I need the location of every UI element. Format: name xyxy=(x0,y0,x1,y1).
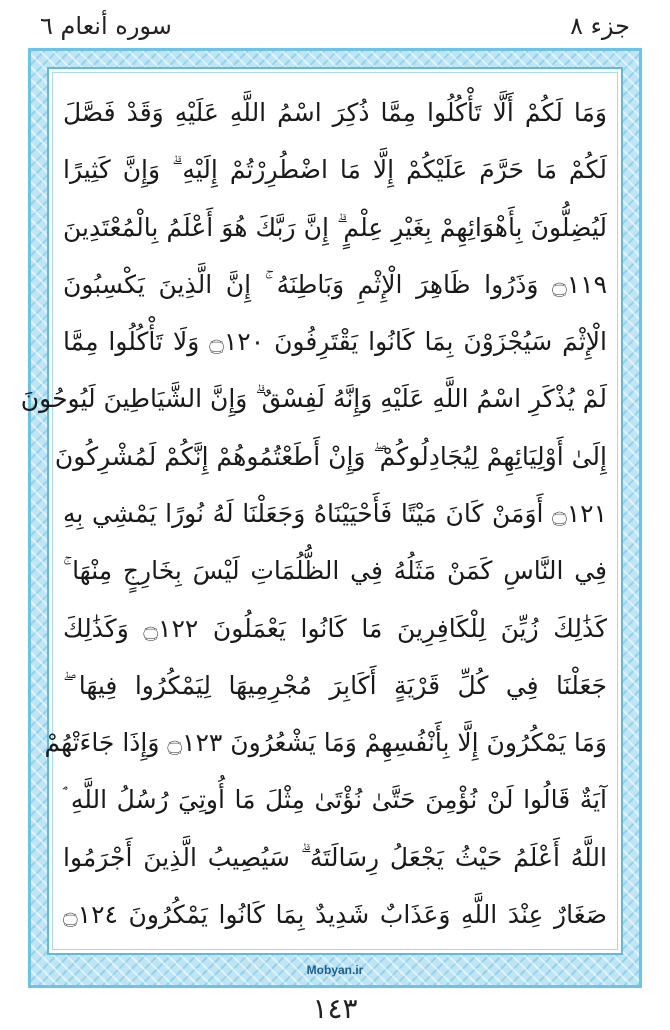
text-panel xyxy=(20,67,623,955)
verse-line: آيَةٌ قَالُوا لَنْ نُؤْمِنَ حَتَّىٰ نُؤْتَىٰ مِثْلَ مَا أُوتِيَ رُسُلُ اللَّهِ ۘ xyxy=(63,785,607,815)
verse-line: لَكُمْ مَا حَرَّمَ عَلَيْكُمْ إِلَّا مَا اضْطُرِرْتُمْ إِلَيْهِ ۗ وَإِنَّ كَثِيرًا xyxy=(63,155,607,185)
verse-line: كَذَٰلِكَ زُيِّنَ لِلْكَافِرِينَ مَا كَانُوا يَعْمَلُونَ ۝١٢٢ وَكَذَٰلِكَ xyxy=(63,613,608,643)
verse-line: ۝١١٩ وَذَرُوا ظَاهِرَ الْإِثْمِ وَبَاطِنَهُ ۚ إِنَّ الَّذِينَ يَكْسِبُونَ xyxy=(63,269,607,299)
verse-lines xyxy=(20,89,608,939)
page-header xyxy=(40,6,630,46)
verse-line: وَمَا يَمْكُرُونَ إِلَّا بِأَنْفُسِهِمْ وَمَا يَشْعُرُونَ ۝١٢٣ وَإِذَا جَاءَتْهُمْ xyxy=(44,728,607,758)
verse-line: لَمْ يُذْكَرِ اسْمُ اللَّهِ عَلَيْهِ وَإِنَّهُ لَفِسْقٌ ۗ وَإِنَّ الشَّيَاطِينَ لَيُوحُونَ xyxy=(20,384,607,414)
verse-line: فِي النَّاسِ كَمَنْ مَثَلُهُ فِي الظُّلُمَاتِ لَيْسَ بِخَارِجٍ مِنْهَا ۚ xyxy=(63,556,607,586)
verse-line: الْإِثْمَ سَيُجْزَوْنَ بِمَا كَانُوا يَقْتَرِفُونَ ۝١٢٠ وَلَا تَأْكُلُوا مِمَّا xyxy=(63,327,607,357)
verse-line: ۝١٢١ أَوَمَنْ كَانَ مَيْتًا فَأَحْيَيْنَاهُ وَجَعَلْنَا لَهُ نُورًا يَمْشِي بِهِ xyxy=(63,498,607,528)
surah-label: سوره أنعام ٦ xyxy=(40,12,172,40)
page-number: ١٤٣ xyxy=(312,992,358,1025)
verse-line: اللَّهُ أَعْلَمُ حَيْثُ يَجْعَلُ رِسَالَتَهُ ۗ سَيُصِيبُ الَّذِينَ أَجْرَمُوا xyxy=(63,842,607,872)
verse-line: صَغَارٌ عِنْدَ اللَّهِ وَعَذَابٌ شَدِيدٌ بِمَا كَانُوا يَمْكُرُونَ ۝١٢٤ xyxy=(63,899,607,929)
verse-line: وَمَا لَكُمْ أَلَّا تَأْكُلُوا مِمَّا ذُكِرَ اسْمُ اللَّهِ عَلَيْهِ وَقَدْ فَصَّلَ xyxy=(63,98,607,127)
ornamental-frame xyxy=(20,48,642,988)
verse-line: إِلَىٰ أَوْلِيَائِهِمْ لِيُجَادِلُوكُمْ ۖ وَإِنْ أَطَعْتُمُوهُمْ إِنَّكُمْ لَمُشْرِكُونَ xyxy=(54,441,607,471)
juz-label: جزء ۸ xyxy=(570,12,630,40)
watermark: Mobyan.ir xyxy=(306,963,364,977)
verse-line: لَيُضِلُّونَ بِأَهْوَائِهِمْ بِغَيْرِ عِلْمٍ ۗ إِنَّ رَبَّكَ هُوَ أَعْلَمُ بِالْمُعْتَدِينَ xyxy=(63,212,607,242)
verse-line: جَعَلْنَا فِي كُلِّ قَرْيَةٍ أَكَابِرَ مُجْرِمِيهَا لِيَمْكُرُوا فِيهَا ۖ xyxy=(63,670,607,700)
